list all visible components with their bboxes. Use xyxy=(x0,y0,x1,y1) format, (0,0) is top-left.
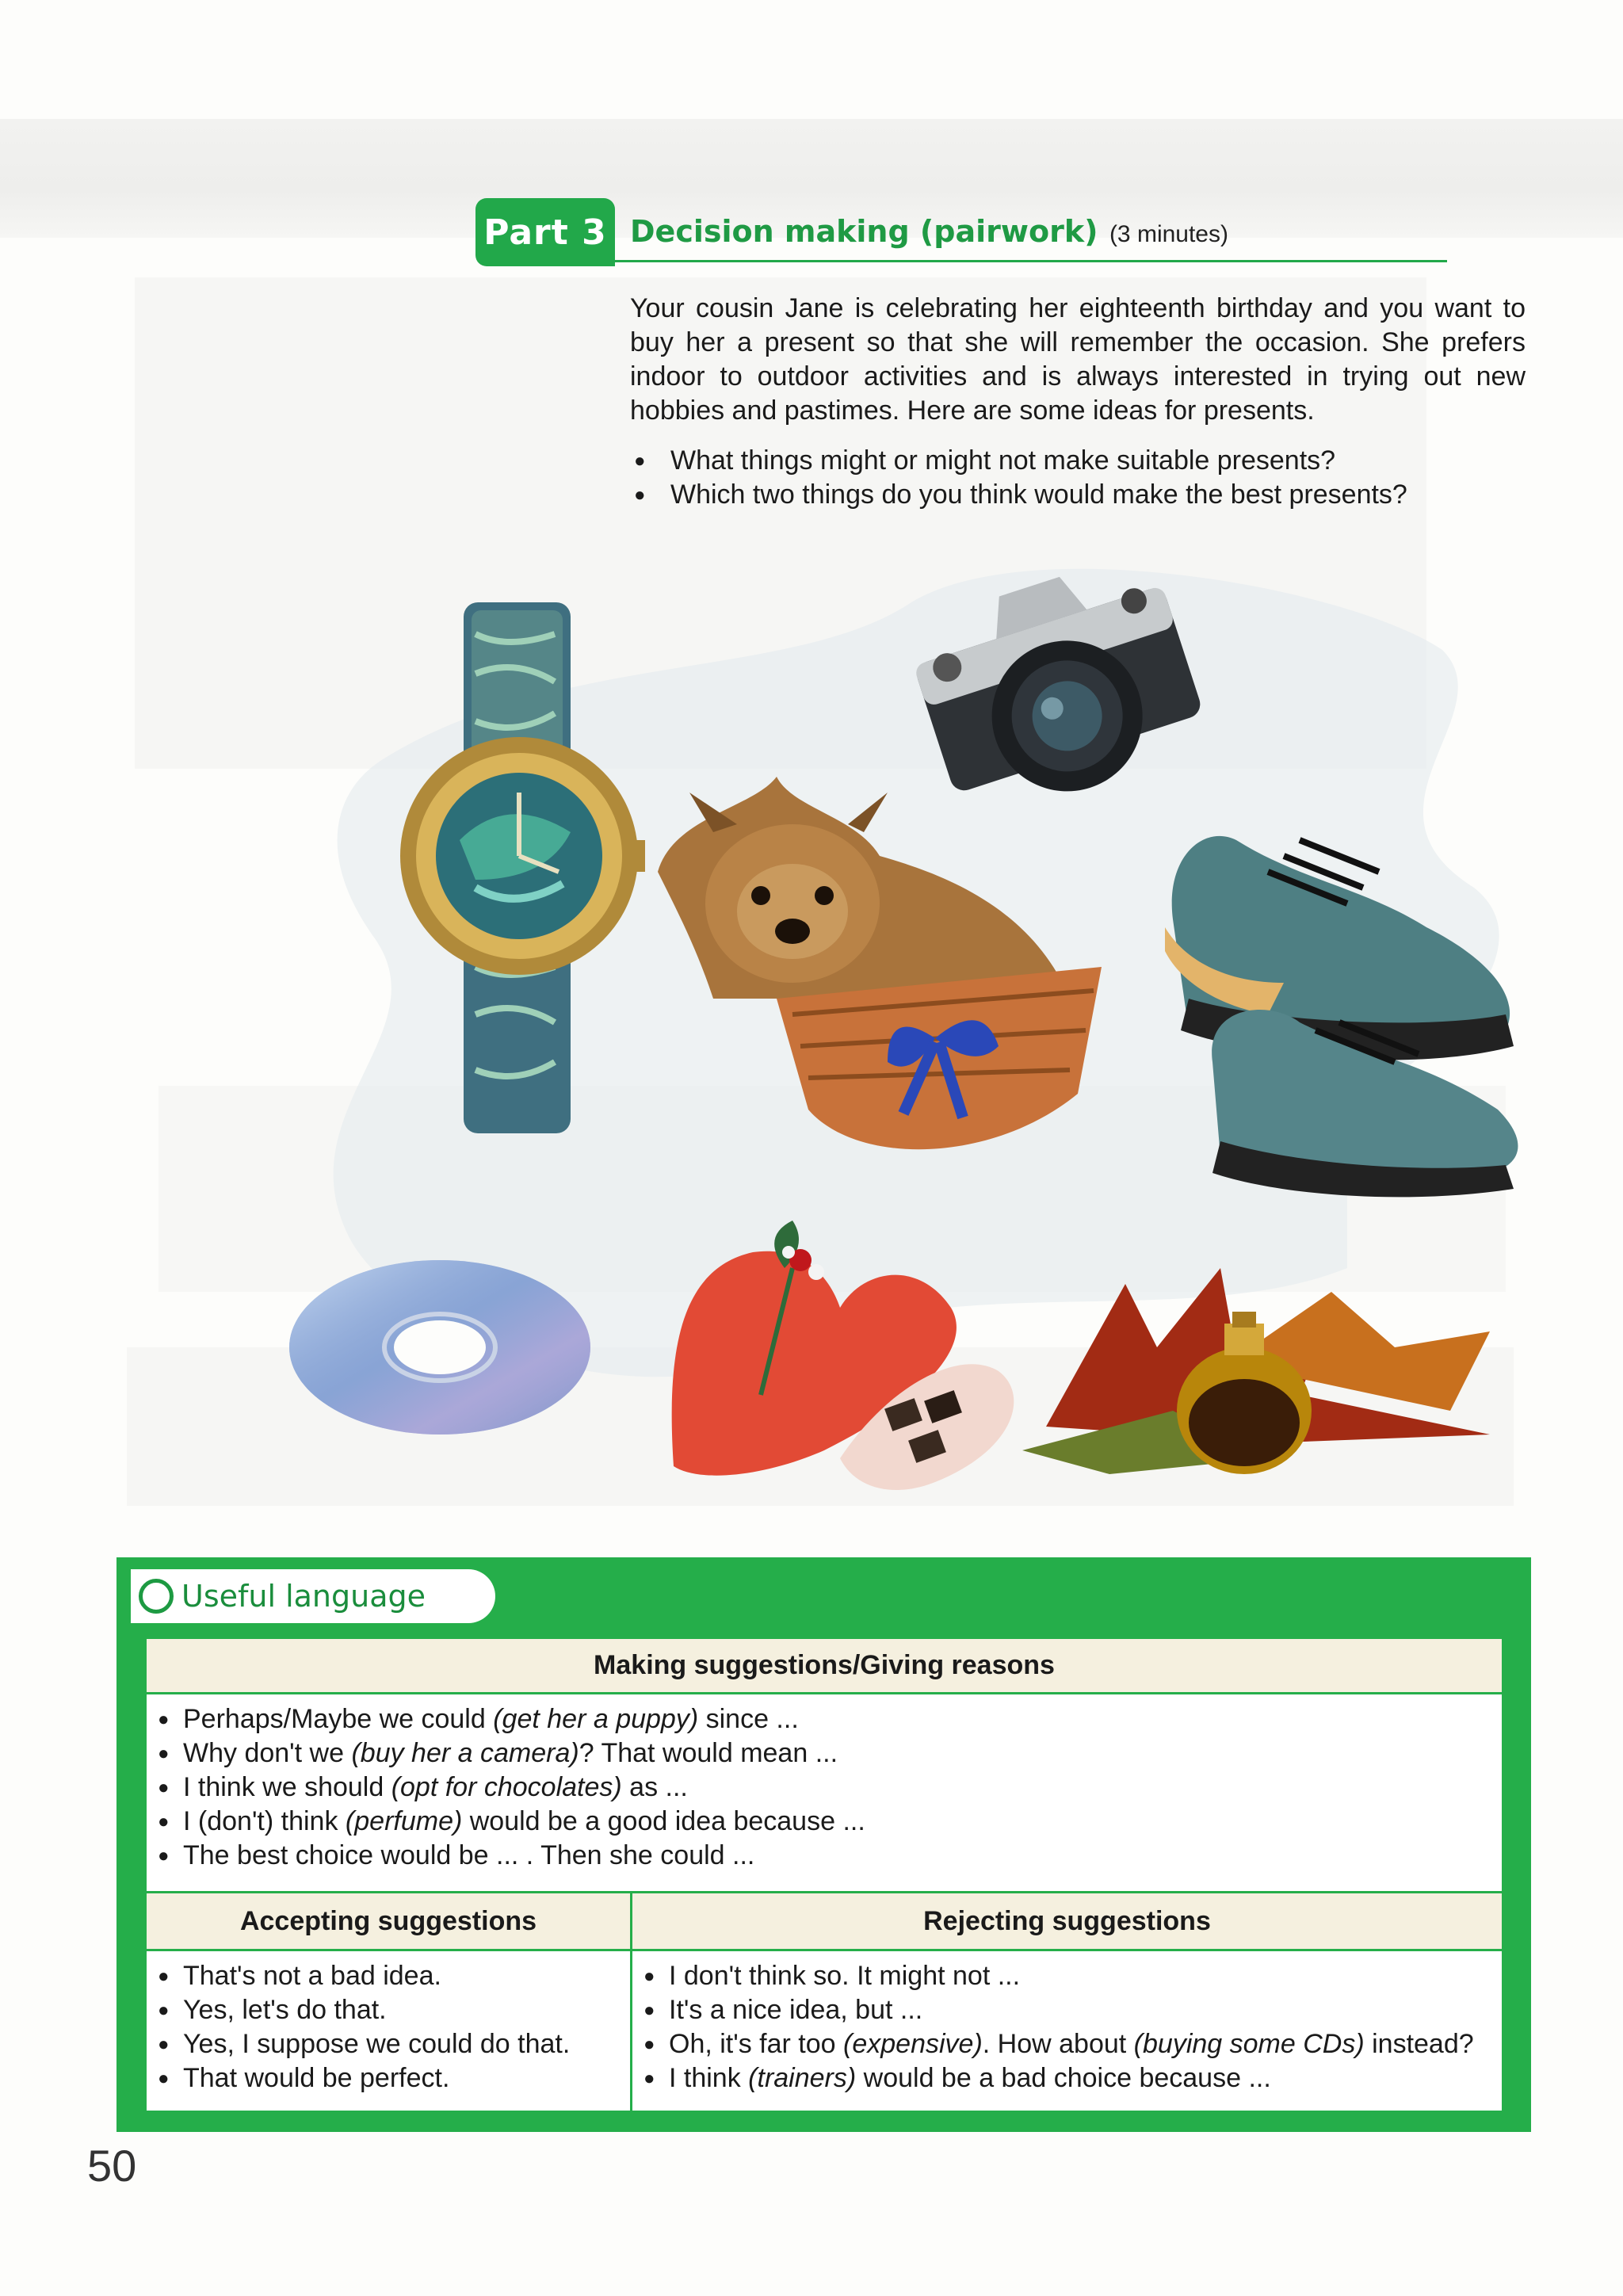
rejecting-suggestions-list xyxy=(632,1959,1474,2095)
section-title-text: Decision making (pairwork) xyxy=(630,214,1098,249)
list-item: ● I think we should (opt for chocolates) as ... xyxy=(147,1771,865,1805)
making-suggestions-list xyxy=(147,1702,865,1873)
time-limit: (3 minutes) xyxy=(1109,221,1228,247)
list-item: ● Perhaps/Maybe we could (get her a puppy) since ... xyxy=(147,1702,865,1736)
list-item: ● I don't think so. It might not ... xyxy=(632,1959,1474,1993)
page-number: 50 xyxy=(87,2141,137,2191)
rejecting-suggestions-heading: Rejecting suggestions xyxy=(632,1893,1502,1949)
part-badge: Part 3 xyxy=(475,198,615,266)
list-item: ● I think (trainers) would be a bad choice because ... xyxy=(632,2061,1474,2095)
making-suggestions-heading: Making suggestions/Giving reasons xyxy=(147,1639,1502,1694)
list-item: ● It's a nice idea, but ... xyxy=(632,1993,1474,2027)
header-rule xyxy=(615,260,1447,262)
list-item: ● Oh, it's far too (expensive). How about (buying some CDs) instead? xyxy=(632,2027,1474,2061)
useful-language-label: Useful language xyxy=(181,1579,426,1614)
section-title xyxy=(630,214,1228,249)
list-item: ● I (don't) think (perfume) would be a good idea because ... xyxy=(147,1805,865,1839)
present-pictures xyxy=(0,555,1623,1538)
table-divider xyxy=(147,1949,1502,1951)
accepting-suggestions-list xyxy=(147,1959,570,2095)
task-questions xyxy=(634,444,1537,512)
list-item: ● That's not a bad idea. xyxy=(147,1959,570,1993)
cd-icon xyxy=(289,1260,590,1435)
question-item: ● Which two things do you think would make the best presents? xyxy=(634,478,1537,512)
question-item: ● What things might or might not make suitable presents? xyxy=(634,444,1537,478)
list-item: ● Why don't we (buy her a camera)? That would mean ... xyxy=(147,1736,865,1771)
list-item: ● The best choice would be ... . Then she could ... xyxy=(147,1839,865,1873)
accepting-suggestions-heading: Accepting suggestions xyxy=(147,1893,630,1949)
list-item: ● Yes, let's do that. xyxy=(147,1993,570,2027)
circle-icon xyxy=(139,1579,174,1614)
list-item: ● Yes, I suppose we could do that. xyxy=(147,2027,570,2061)
task-intro: Your cousin Jane is celebrating her eighteenth birthday and you want to buy her a present so that she will remember the occasion. She prefers indoor to outdoor activities and is always interested in trying out new hobbies and pastimes. Here are some ideas for presents. xyxy=(630,293,1526,426)
useful-language-table xyxy=(147,1639,1502,2111)
list-item: ● That would be perfect. xyxy=(147,2061,570,2095)
useful-language-tab xyxy=(131,1569,495,1623)
